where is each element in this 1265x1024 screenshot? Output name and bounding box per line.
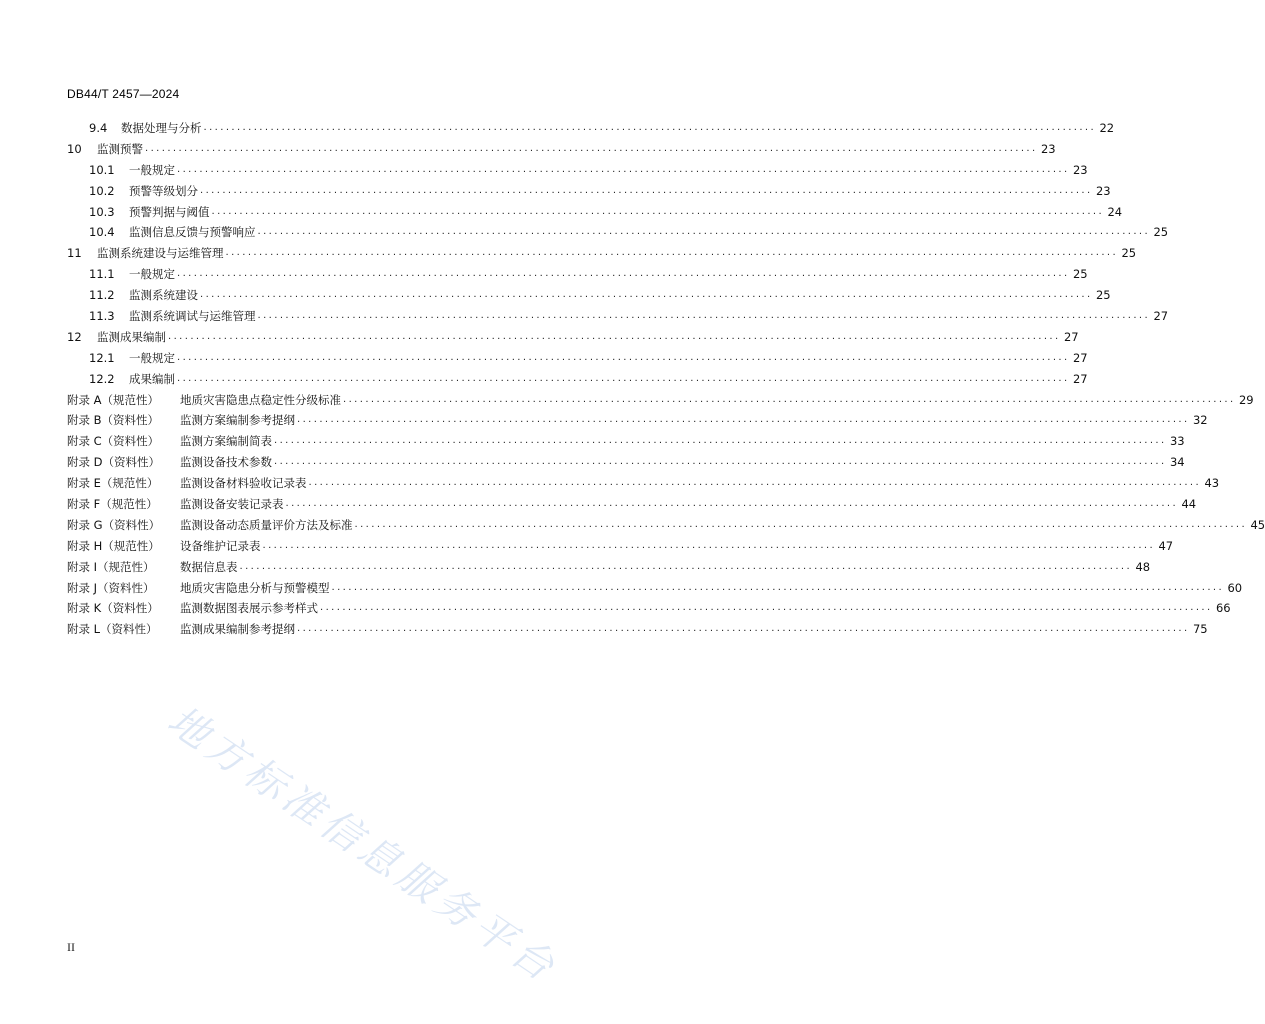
toc-entry-page: 45 xyxy=(1250,517,1265,532)
toc-entry-title: 监测成果编制参考提纲 xyxy=(180,622,295,637)
toc-entry-number: 附录 E（规范性） xyxy=(67,476,159,491)
page-number: II xyxy=(67,940,75,954)
toc-entry-page: 75 xyxy=(1192,622,1208,637)
toc-entry-page: 27 xyxy=(1072,350,1088,365)
toc-entry[interactable] xyxy=(67,306,1169,327)
toc-entry-title: 设备维护记录表 xyxy=(180,538,261,553)
toc-entry-title: 数据处理与分析 xyxy=(121,120,202,135)
toc-entry-title: 预警等级划分 xyxy=(129,183,198,198)
toc-entry-number: 附录 C（资料性） xyxy=(67,434,160,449)
toc-entry-number: 附录 L（资料性） xyxy=(67,622,158,637)
toc-dot-leader: ................................................................................................................................................................ xyxy=(211,205,1105,217)
toc-entry-number: 10 xyxy=(67,141,82,156)
toc-entry[interactable] xyxy=(67,410,1208,431)
toc-entry-page: 29 xyxy=(1238,392,1254,407)
toc-entry-title: 成果编制 xyxy=(129,371,175,386)
document-code: DB44/T 2457—2024 xyxy=(67,87,180,101)
toc-dot-leader: ................................................................................................................................................................ xyxy=(145,142,1038,154)
toc-entry[interactable] xyxy=(67,536,1174,557)
toc-entry-page: 44 xyxy=(1181,497,1197,512)
toc-entry-number: 附录 I（规范性） xyxy=(67,559,155,574)
toc-dot-leader: ................................................................................................................................................................ xyxy=(200,289,1093,301)
toc-dot-leader: ................................................................................................................................................................ xyxy=(285,498,1179,510)
toc-entry-number: 10.3 xyxy=(89,204,115,219)
toc-entry-number: 9.4 xyxy=(89,120,108,135)
toc-entry-title: 监测方案编制参考提纲 xyxy=(180,413,295,428)
toc-entry[interactable] xyxy=(67,202,1123,223)
toc-entry-title: 监测设备材料验收记录表 xyxy=(180,476,307,491)
toc-entry-title: 监测预警 xyxy=(97,141,143,156)
watermark-text: 地方标准信息服务平台 xyxy=(159,697,567,993)
toc-entry-page: 47 xyxy=(1158,538,1174,553)
toc-entry[interactable] xyxy=(67,515,1265,536)
toc-entry-number: 附录 A（规范性） xyxy=(67,392,160,407)
toc-dot-leader: ................................................................................................................................................................ xyxy=(297,623,1190,635)
toc-entry-number: 11.2 xyxy=(89,288,115,303)
toc-entry-title: 数据信息表 xyxy=(180,559,238,574)
toc-dot-leader: ................................................................................................................................................................ xyxy=(177,163,1070,175)
toc-entry-page: 24 xyxy=(1107,204,1123,219)
toc-entry-number: 10.2 xyxy=(89,183,115,198)
toc-entry-number: 附录 H（规范性） xyxy=(67,538,160,553)
toc-entry[interactable] xyxy=(67,139,1056,160)
toc-entry-title: 监测系统建设与运维管理 xyxy=(97,246,224,261)
toc-dot-leader: ................................................................................................................................................................ xyxy=(225,247,1119,259)
toc-entry-page: 23 xyxy=(1095,183,1111,198)
toc-entry[interactable] xyxy=(67,181,1111,202)
toc-entry-number: 附录 K（资料性） xyxy=(67,601,159,616)
table-of-contents xyxy=(67,118,1265,640)
toc-entry-page: 60 xyxy=(1227,580,1243,595)
toc-dot-leader: ................................................................................................................................................................ xyxy=(320,602,1213,614)
toc-dot-leader: ................................................................................................................................................................ xyxy=(274,435,1167,447)
toc-dot-leader: ................................................................................................................................................................ xyxy=(274,456,1167,468)
toc-entry-title: 监测信息反馈与预警响应 xyxy=(129,225,256,240)
toc-entry-title: 监测设备技术参数 xyxy=(180,455,272,470)
toc-entry[interactable] xyxy=(67,285,1111,306)
toc-entry-title: 地质灾害隐患点稳定性分级标准 xyxy=(180,392,341,407)
toc-entry[interactable] xyxy=(67,118,1115,139)
toc-entry-number: 11 xyxy=(67,246,82,261)
toc-dot-leader: ................................................................................................................................................................ xyxy=(257,310,1151,321)
toc-entry-title: 一般规定 xyxy=(129,350,175,365)
toc-entry[interactable] xyxy=(67,327,1079,348)
toc-entry[interactable] xyxy=(67,578,1243,599)
toc-entry[interactable] xyxy=(67,619,1208,640)
toc-entry-number: 附录 B（资料性） xyxy=(67,413,160,428)
toc-entry-number: 11.1 xyxy=(89,267,115,282)
toc-dot-leader: ................................................................................................................................................................ xyxy=(262,539,1156,551)
toc-entry[interactable] xyxy=(67,598,1231,619)
toc-entry[interactable] xyxy=(67,557,1151,578)
toc-entry-number: 附录 J（资料性） xyxy=(67,580,155,595)
toc-entry-number: 附录 D（资料性） xyxy=(67,455,161,470)
toc-entry-title: 监测方案编制简表 xyxy=(180,434,272,449)
toc-entry-page: 48 xyxy=(1135,559,1151,574)
toc-entry[interactable] xyxy=(67,452,1185,473)
toc-entry-page: 27 xyxy=(1072,371,1088,386)
toc-entry-page: 27 xyxy=(1063,329,1079,344)
toc-dot-leader: ................................................................................................................................................................ xyxy=(177,351,1070,363)
toc-entry-title: 一般规定 xyxy=(129,267,175,282)
toc-dot-leader: ................................................................................................................................................................ xyxy=(177,268,1070,280)
toc-entry[interactable] xyxy=(67,222,1169,243)
toc-dot-leader: ................................................................................................................................................................ xyxy=(203,121,1097,133)
toc-entry-number: 11.3 xyxy=(89,309,115,323)
toc-entry-number: 12.2 xyxy=(89,371,115,386)
toc-dot-leader: ................................................................................................................................................................ xyxy=(354,518,1248,530)
toc-entry-title: 监测系统调试与运维管理 xyxy=(129,309,256,323)
toc-entry-number: 12 xyxy=(67,329,82,344)
toc-entry-number: 10.4 xyxy=(89,225,115,240)
toc-entry-page: 27 xyxy=(1153,309,1169,323)
toc-entry[interactable] xyxy=(67,494,1197,515)
toc-entry[interactable] xyxy=(67,390,1254,411)
toc-dot-leader: ................................................................................................................................................................ xyxy=(343,393,1236,405)
toc-entry-page: 34 xyxy=(1169,455,1185,470)
toc-entry-page: 32 xyxy=(1192,413,1208,428)
toc-entry[interactable] xyxy=(67,160,1088,181)
toc-dot-leader: ................................................................................................................................................................ xyxy=(308,477,1202,489)
toc-entry-title: 监测设备动态质量评价方法及标准 xyxy=(180,517,353,532)
toc-entry[interactable] xyxy=(67,348,1088,369)
toc-entry-title: 预警判据与阈值 xyxy=(129,204,210,219)
toc-entry-page: 66 xyxy=(1215,601,1231,616)
toc-dot-leader: ................................................................................................................................................................ xyxy=(177,372,1070,384)
toc-entry[interactable] xyxy=(67,431,1185,452)
toc-entry-page: 22 xyxy=(1099,120,1115,135)
toc-entry-page: 33 xyxy=(1169,434,1185,449)
toc-entry[interactable] xyxy=(67,264,1088,285)
toc-dot-leader: ................................................................................................................................................................ xyxy=(200,184,1093,196)
toc-entry-title: 监测设备安装记录表 xyxy=(180,497,284,512)
toc-entry-number: 12.1 xyxy=(89,350,115,365)
toc-entry-title: 监测系统建设 xyxy=(129,288,198,303)
toc-dot-leader: ................................................................................................................................................................ xyxy=(239,560,1133,572)
toc-entry[interactable] xyxy=(67,369,1088,390)
toc-entry-page: 25 xyxy=(1121,246,1137,261)
toc-entry-number: 附录 F（规范性） xyxy=(67,497,158,512)
toc-dot-leader: ................................................................................................................................................................ xyxy=(168,330,1061,342)
toc-entry[interactable] xyxy=(67,473,1220,494)
toc-entry-page: 25 xyxy=(1072,267,1088,282)
toc-entry-title: 一般规定 xyxy=(129,162,175,177)
toc-dot-leader: ................................................................................................................................................................ xyxy=(257,226,1151,238)
toc-entry-page: 43 xyxy=(1204,476,1220,491)
toc-entry-page: 23 xyxy=(1072,162,1088,177)
toc-entry-page: 25 xyxy=(1153,225,1169,240)
toc-dot-leader: ................................................................................................................................................................ xyxy=(331,581,1225,593)
toc-entry[interactable] xyxy=(67,243,1137,264)
toc-entry-number: 10.1 xyxy=(89,162,115,177)
toc-entry-page: 23 xyxy=(1040,141,1056,156)
toc-entry-title: 地质灾害隐患分析与预警模型 xyxy=(180,580,330,595)
toc-entry-page: 25 xyxy=(1095,288,1111,303)
toc-entry-number: 附录 G（资料性） xyxy=(67,517,161,532)
toc-entry-title: 监测数据图表展示参考样式 xyxy=(180,601,318,616)
toc-entry-title: 监测成果编制 xyxy=(97,329,166,344)
toc-dot-leader: ................................................................................................................................................................ xyxy=(297,414,1190,426)
